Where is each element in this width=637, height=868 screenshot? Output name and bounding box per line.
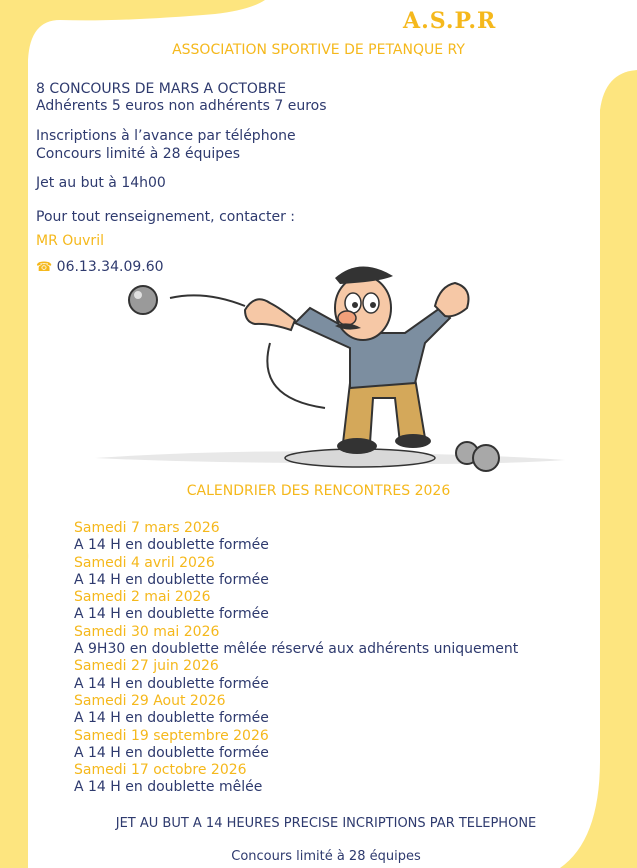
intro-line-prices: Adhérents 5 euros non adhérents 7 euros <box>36 98 327 114</box>
event-date: Samedi 7 mars 2026 <box>74 520 220 536</box>
event-item <box>74 555 518 590</box>
intro-line-registration: Inscriptions à l’avance par téléphone <box>36 128 296 144</box>
events-list <box>74 520 518 797</box>
right-yellow-shape <box>600 70 637 868</box>
intro-line-team-limit: Concours limité à 28 équipes <box>36 146 241 162</box>
event-description: A 14 H en doublette formée <box>74 571 269 588</box>
footer-notice: JET AU BUT A 14 HEURES PRECISE INCRIPTIONS PAR TELEPHONE <box>115 816 537 831</box>
association-title: ASSOCIATION SPORTIVE DE PETANQUE RY <box>172 42 465 58</box>
event-item <box>74 728 518 763</box>
event-item <box>74 520 518 555</box>
event-item <box>74 658 518 693</box>
event-description: A 14 H en doublette formée <box>74 675 269 692</box>
event-item <box>74 693 518 728</box>
footer-team-limit: Concours limité à 28 équipes <box>231 849 421 864</box>
event-date: Samedi 19 septembre 2026 <box>74 727 269 744</box>
event-date: Samedi 27 juin 2026 <box>74 658 219 675</box>
event-item <box>74 624 518 659</box>
event-description: A 14 H en doublette formée <box>74 537 269 554</box>
intro-line-start-time: Jet au but à 14h00 <box>36 175 166 191</box>
contact-name: MR Ouvril <box>36 233 104 249</box>
intro-line-contact-prompt: Pour tout renseignement, contacter : <box>36 209 295 225</box>
event-date: Samedi 29 Aout 2026 <box>74 692 226 709</box>
event-description: A 14 H en doublette formée <box>74 606 269 623</box>
event-description: A 9H30 en doublette mêlée réservé aux adhérents uniquement <box>74 641 519 658</box>
event-description: A 14 H en doublette mêlée <box>74 779 263 796</box>
event-item <box>74 589 518 624</box>
event-description: A 14 H en doublette formée <box>74 710 269 727</box>
phone-number[interactable]: 06.13.34.09.60 <box>56 259 164 275</box>
event-item <box>74 762 518 797</box>
event-date: Samedi 30 mai 2026 <box>74 623 220 640</box>
event-date: Samedi 2 mai 2026 <box>74 589 211 606</box>
event-date: Samedi 4 avril 2026 <box>74 554 215 571</box>
event-date: Samedi 17 octobre 2026 <box>74 762 247 779</box>
calendar-title: CALENDRIER DES RENCONTRES 2026 <box>186 483 451 499</box>
intro-line-contests: 8 CONCOURS DE MARS A OCTOBRE <box>36 81 287 97</box>
brand-logo-text: A.S.P.R <box>403 8 497 34</box>
petanque-player-illustration <box>95 248 565 478</box>
phone-icon: ☎ <box>36 260 53 275</box>
event-description: A 14 H en doublette formée <box>74 744 269 761</box>
